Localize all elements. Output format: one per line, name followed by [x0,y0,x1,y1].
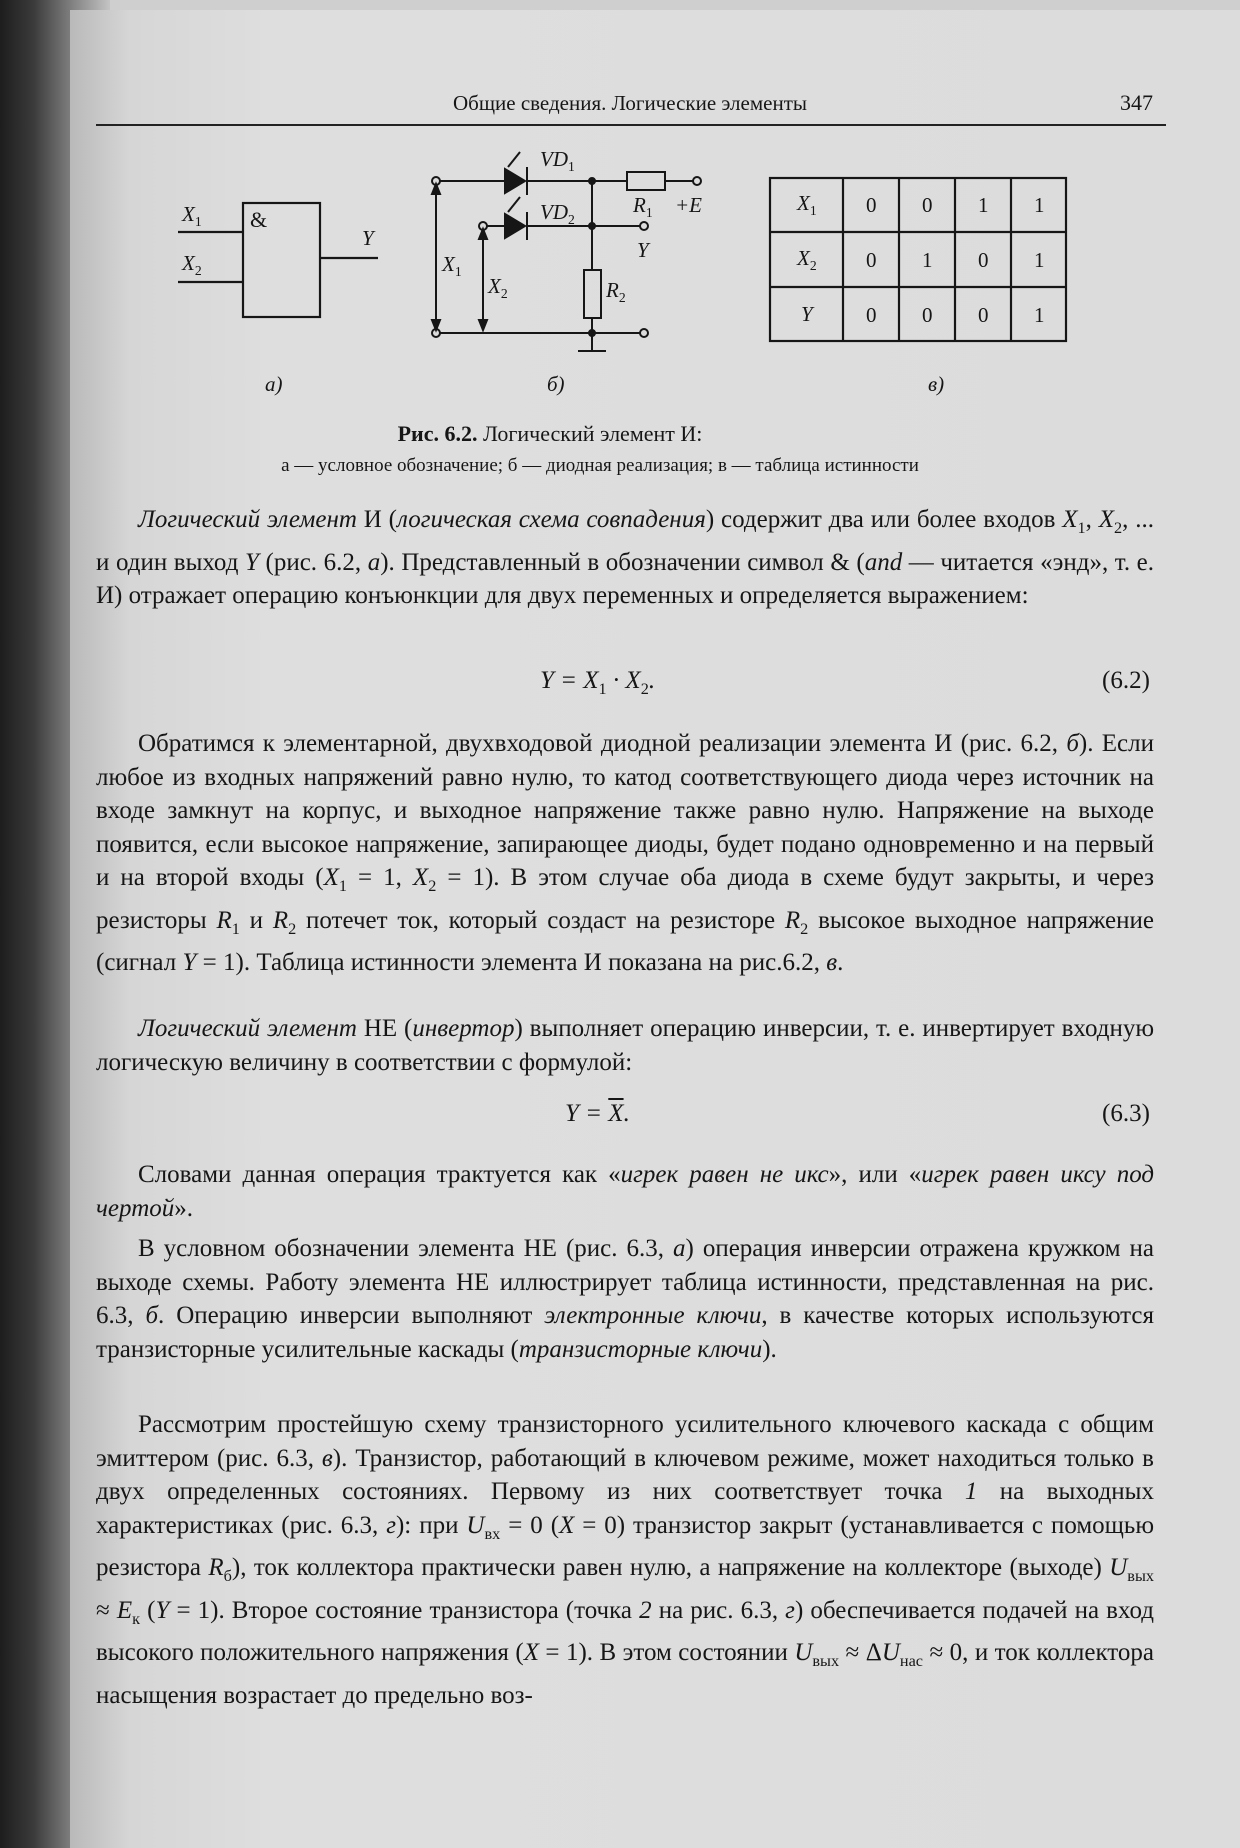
gate-output-y-label: Y [362,226,374,250]
equation-number-6-3: (6.3) [1102,1100,1150,1127]
gate-input-x1-label: $X_1$ [182,202,202,230]
truth-cell: 1 [922,248,933,272]
panel-c-label: в) [928,372,945,396]
paragraph-not-intro: Логический элемент НЕ (инвертор) выполняет операцию инверсии, т. е. инвертирует входную логическую величину в соответствии с формулой: [96,1015,1155,1076]
running-title: Общие сведения. Логические элементы [452,91,807,115]
page-number: 347 [1120,90,1153,115]
figure-caption-title: Рис. 6.2. Логический элемент И: [397,421,703,446]
equation-6-3: $Y = \overline{X}$. [565,1100,630,1127]
panel-b-label: б) [547,372,565,396]
circuit-output-y-label: Y [637,238,649,262]
paragraph-not-symbol: В условном обозначении элемента НЕ (рис. 6.3, а) операция инверсии отражена кружком на выходе схемы. Работу элемента НЕ иллюстрирует таблица истинности, представленная на рис. 6.3, б. Операцию инверсии выполняют электронные ключи, в качестве которых используются транзисторные усилительные каскады (транзисторные ключи). [96,1235,1154,1363]
equation-6-2: $Y = X_1 \cdot X_2$. [540,667,656,698]
truth-row-x1-label: $X_1$ [797,191,817,219]
gate-and-symbol: & [250,207,268,232]
diode-circuit [432,152,701,351]
resistor-r2-label: $R_2$ [606,278,626,306]
truth-row-x2-label: $X_2$ [797,246,817,274]
truth-cell: 1 [1034,303,1045,327]
truth-cell: 0 [978,248,989,272]
panel-a-label: а) [265,372,283,396]
supply-label: +E [675,193,702,217]
gate-input-x2-label: $X_2$ [182,251,202,279]
diode-vd1-label: $VD_1$ [540,147,575,175]
equation-number-6-2: (6.2) [1102,667,1150,694]
circuit-input-x1-label: $X_1$ [442,252,462,280]
truth-cell: 0 [922,303,933,327]
truth-cell: 0 [866,193,877,217]
paragraph-diode-implementation: Обратимся к элементарной, двухвходовой диодной реализации элемента И (рис. 6.2, б). Если любое из входных напряжений равно нулю, то катод соответствующего диода через источник на входе замкнут на корпус, и выходное напряжение также равно нулю. Напряжение на выходе появится, если высокое напряжение, запирающее диоды, будет подано одновременно и на первый и на второй входы ($X_1 = 1$, $X_2 = 1$). В этом случае оба диода в схеме будут закрыты, и через резисторы $R_1$ и $R_2$ потечет ток, который создаст на резисторе $R_2$ высокое выходное напряжение (сигнал Y = 1). Таблица истинности элемента И показана на рис.6.2, в. [96,730,1154,976]
resistor-r1-label: $R_1$ [633,193,653,221]
paragraph-transistor-switch: Рассмотрим простейшую схему транзисторного усилительного ключевого каскада с общим эмиттером (рис. 6.3, в). Транзистор, работающий в ключевом режиме, может находиться только в двух определенных состояниях. Первому из них соответствует точка 1 на выходных характеристиках (рис. 6.3, г): при $U_{вх} = 0$ (X = 0) транзистор закрыт (устанавливается с помощью резистора $R_б$), ток коллектора практически равен нулю, а напряжение на коллекторе (выходе) $U_{вых} \approx E_к$ (Y = 1). Второе состояние транзистора (точка 2 на рис. 6.3, г) обеспечивается подачей на вход высокого положительного напряжения (X = 1). В этом состоянии $U_{вых} \approx \Delta U_{нас} \approx 0$, и ток коллектора насыщения возрастает до предельно воз- [96,1411,1154,1709]
truth-cell: 0 [866,248,877,272]
and-gate-symbol [178,203,378,317]
truth-row-y-label: Y [801,302,813,326]
circuit-input-x2-label: $X_2$ [488,274,508,302]
truth-cell: 0 [978,303,989,327]
truth-cell: 1 [1034,248,1045,272]
diode-vd2-label: $VD_2$ [540,200,575,228]
paragraph-and-intro: Логический элемент И (логическая схема совпадения) содержит два или более входов $X_1$, $X_2$, ... и один выход Y (рис. 6.2, а). Представленный в обозначении символ & (and — читается «энд», т. е. И) отражает операцию конъюнкции для двух переменных и определяется выражением: [96,506,1155,609]
truth-cell: 1 [1034,193,1045,217]
paragraph-verbal-reading: Словами данная операция трактуется как «игрек равен не икс», или «игрек равен иксу под чертой». [96,1161,1155,1222]
truth-cell: 0 [866,303,877,327]
truth-cell: 1 [978,193,989,217]
truth-cell: 0 [922,193,933,217]
figure-caption-subtitle: а — условное обозначение; б — диодная реализация; в — таблица истинности [281,455,919,476]
